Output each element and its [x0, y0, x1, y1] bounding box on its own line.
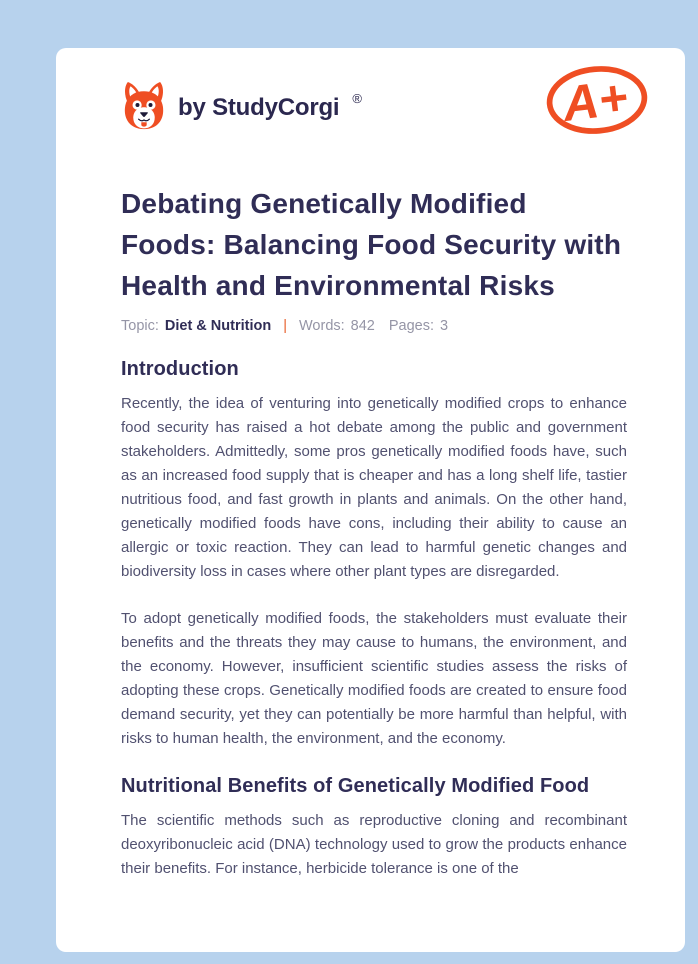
- grade-badge-text: A+: [559, 69, 631, 133]
- pages-label: Pages:: [388, 318, 435, 334]
- article-meta: [121, 318, 627, 334]
- words-value: 842: [350, 318, 375, 334]
- meta-separator: |: [283, 318, 287, 334]
- paragraph: To adopt genetically modified foods, the stakeholders must evaluate their benefits and the threats they may cause to humans, the environment, and the economy. However, insufficient scientific studies assess the risks of adopting these crops. Genetically modified foods are created to ensure food demand security, yet they can potentially be more harmful than helpful, with risks to human health, the environment, and the economy.: [121, 610, 627, 747]
- page-title: Debating Genetically Modified Foods: Balancing Food Security with Health and Environmental Risks: [121, 188, 622, 301]
- studycorgi-brand-link[interactable]: [121, 78, 360, 137]
- topic-label: Topic:: [121, 318, 159, 334]
- corgi-logo-icon: [121, 78, 167, 137]
- a-plus-grade-icon: [543, 62, 651, 138]
- section-heading-nutritional-benefits: Nutritional Benefits of Genetically Modified Food: [121, 775, 590, 797]
- document-card: [56, 48, 685, 952]
- section-heading-introduction: Introduction: [121, 358, 239, 380]
- words-label: Words:: [299, 318, 345, 334]
- section-introduction: [121, 358, 627, 751]
- card-header: [121, 69, 631, 133]
- section-nutritional-benefits: [121, 775, 627, 881]
- pages-value: 3: [440, 318, 449, 334]
- paragraph: Recently, the idea of venturing into genetically modified crops to enhance food security has raised a hot debate among the public and government stakeholders. Admittedly, some pros genetically modified foods have, such as an increased food supply that is cheaper and has a long shelf life, tastier nutritious food, and fast growth in plants and animals. On the other hand, genetically modified foods have cons, including their ability to cause an allergic or toxic reaction. They can lead to harmful genetic changes and biodiversity loss in cases where other plant types are disregarded.: [121, 395, 627, 580]
- brand-label: by StudyCorgi: [178, 93, 340, 121]
- paragraph: The scientific methods such as reproductive cloning and recombinant deoxyribonucleic acid (DNA) technology used to grow the products enhance their benefits. For instance, herbicide tolerance is one of the: [121, 812, 627, 877]
- registered-trademark: ®: [352, 91, 362, 106]
- topic-link[interactable]: Diet & Nutrition: [164, 318, 272, 334]
